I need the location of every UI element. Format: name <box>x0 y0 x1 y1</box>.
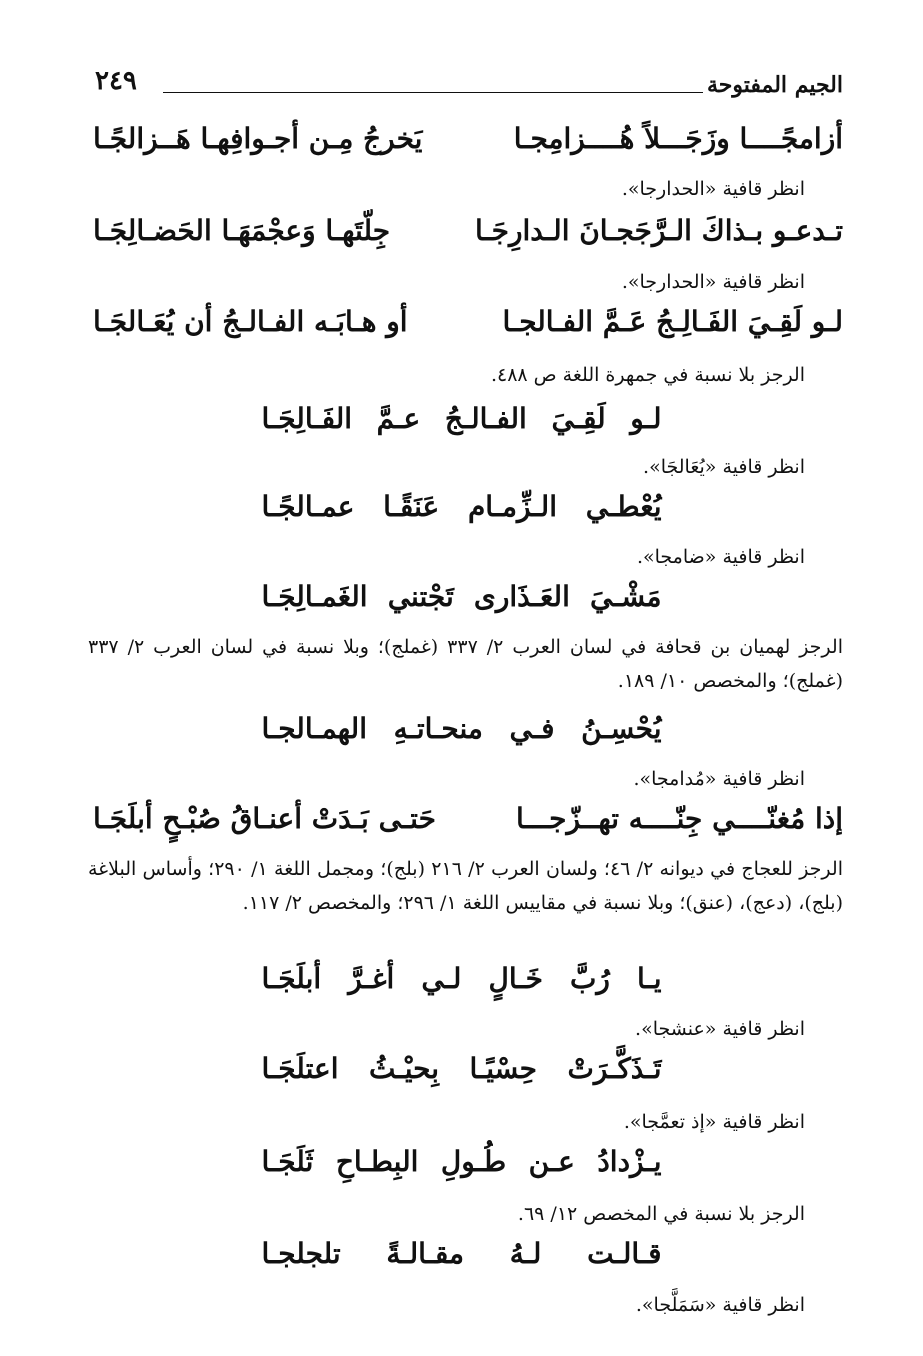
cross-reference-note: انظر قافية «إذ تعمَّجا». <box>623 1111 805 1133</box>
cross-reference-note: انظر قافية «ضامجا». <box>636 546 805 568</box>
verse-line <box>88 802 843 846</box>
verse-line <box>0 712 923 756</box>
page-header <box>95 66 843 102</box>
cross-reference-note: انظر قافية «مُدامجا». <box>633 768 805 790</box>
source-note: الرجز بلا نسبة في المخصص ١٢/ ٦٩. <box>517 1203 805 1225</box>
verse-line <box>0 1237 923 1281</box>
verse-text: قـالـت لـهُ مقـالـةً تلجلجـا <box>261 1237 662 1270</box>
verse-text: يُحْسِـنُ فـي منحـاتـهِ الهمـالجـا <box>261 712 662 745</box>
verse-first-hemistich: إذا مُغنّــــي جِنّــــه تهــزّجـــا <box>516 802 843 835</box>
verse-text: تَـذَكَّـرَتْ حِسْيًـا بِحيْـثُ اعتلَجَـا <box>261 1052 662 1085</box>
page-number: ٢٤٩ <box>95 66 137 96</box>
cross-reference-note: انظر قافية «الحدارجا». <box>621 178 805 200</box>
cross-reference-note: انظر قافية «الحدارجا». <box>621 271 805 293</box>
chapter-title: الجيم المفتوحة <box>706 72 843 98</box>
verse-line <box>0 1052 923 1096</box>
header-rule <box>163 92 703 93</box>
verse-text: مَشْـيَ العَـذَارى تَجْتني الغَمـالِجَـا <box>261 580 662 613</box>
source-note: الرجز بلا نسبة في جمهرة اللغة ص ٤٨٨. <box>490 364 805 386</box>
verse-line <box>88 122 843 166</box>
cross-reference-note: انظر قافية «يُعَالجَا». <box>643 456 805 478</box>
verse-second-hemistich: يَخرجُ مِـن أجـوافِهـا هَــزالجًـا <box>93 122 423 155</box>
verse-line <box>0 962 923 1006</box>
verse-first-hemistich: لـو لَقِـيَ الفَـالِـجُ عَـمَّ الفـالجـا <box>502 305 843 338</box>
source-note: الرجز لهميان بن قحافة في لسان العرب ٢/ ٣٣٧ (غملج)؛ وبلا نسبة في لسان العرب ٢/ ٣٣٧ (غملج)؛ والمخصص ١٠/ ١٨٩. <box>88 636 843 692</box>
cross-reference-note: انظر قافية «سَمَلَّجا». <box>635 1294 805 1316</box>
verse-line <box>0 580 923 624</box>
verse-second-hemistich: حَتـى بَـدَتْ أعنـاقُ صُبْـحٍ أبلَجَـا <box>93 802 436 835</box>
verse-text: يـزْدادُ عـن طُـولِ البِطـاحِ ثَلَجَـا <box>261 1145 662 1178</box>
verse-first-hemistich: تـدعـو بـذاكَ الـرَّجَجـانَ الـدارِجَـا <box>474 214 843 247</box>
verse-line <box>88 214 843 258</box>
cross-reference-note: انظر قافية «عنشجا». <box>635 1018 805 1040</box>
verse-line <box>0 1145 923 1189</box>
verse-line <box>88 305 843 349</box>
verse-second-hemistich: جِلّتَهـا وَعجْمَهَـا الحَضـالِجَـا <box>93 214 391 247</box>
verse-second-hemistich: أو هـابَـه الفـالـجُ أن يُعَـالجَـا <box>93 305 408 338</box>
verse-text: لـو لَقِـيَ الفـالـجُ عـمَّ الفَـالِجَـا <box>261 402 662 435</box>
verse-text: يـا رُبَّ خَـالٍ لـي أغـرَّ أبلَجَـا <box>261 962 662 995</box>
verse-line <box>0 490 923 534</box>
verse-line <box>0 402 923 446</box>
verse-first-hemistich: أزامجًــــا وزَجَـــلاً هُــــزامِجـا <box>513 122 843 155</box>
source-note: الرجز للعجاج في ديوانه ٢/ ٤٦؛ ولسان العرب ٢/ ٢١٦ (بلج)؛ ومجمل اللغة ١/ ٢٩٠؛ وأساس البلاغة (بلج)، (دعج)، (عنق)؛ وبلا نسبة في مقاييس اللغة ١/ ٢٩٦؛ والمخصص ٢/ ١١٧. <box>88 858 843 914</box>
verse-text: يُعْطـي الـزِّمـام عَنَقًـا عمـالجًـا <box>261 490 662 523</box>
